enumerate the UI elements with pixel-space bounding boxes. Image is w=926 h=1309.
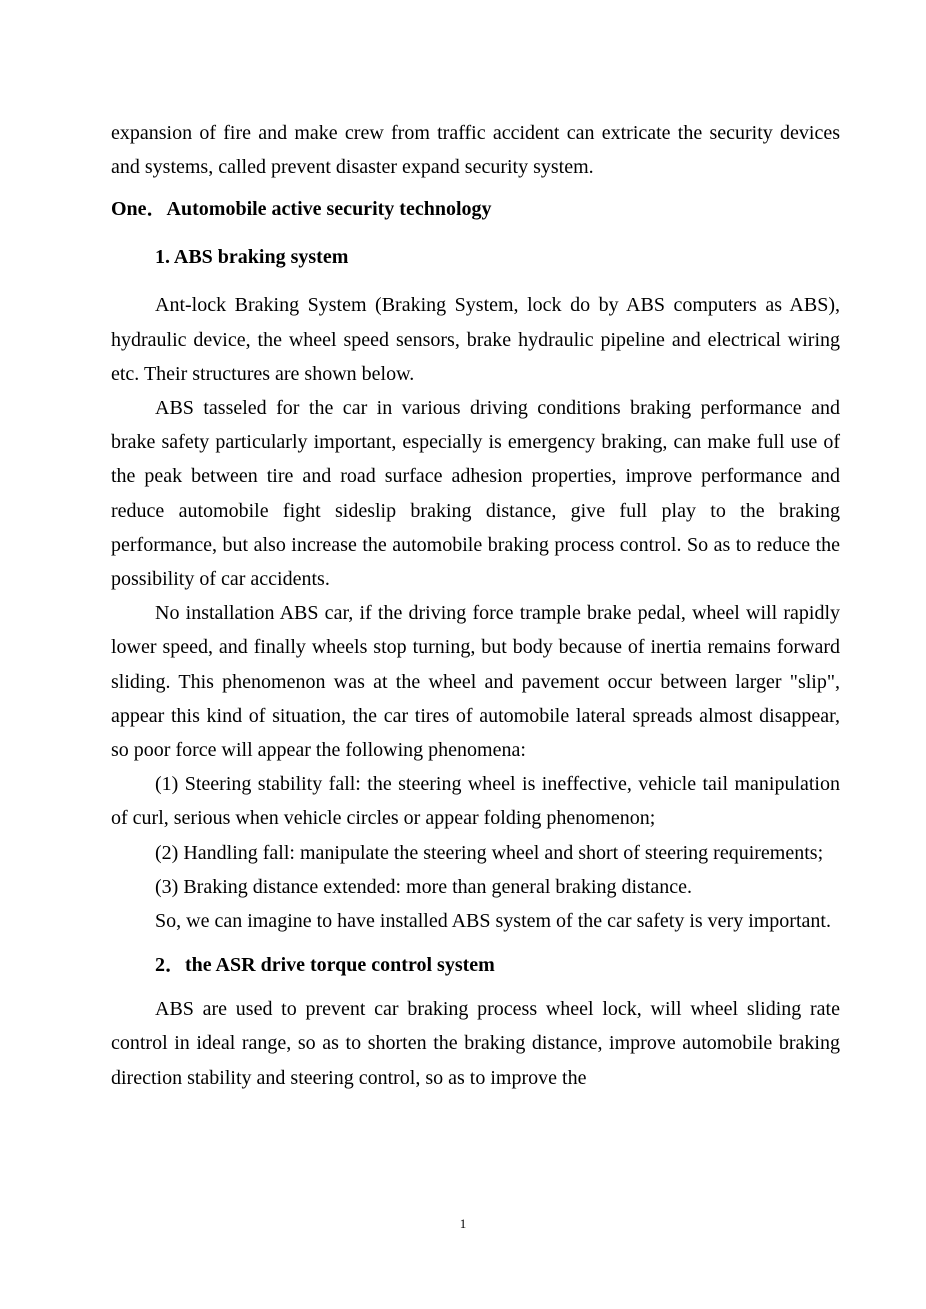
list-item: (1) Steering stability fall: the steering wheel is ineffective, vehicle tail manipulation of curl, serious when vehicle circles or appear folding phenomenon;	[111, 773, 840, 830]
abs-components-paragraph: Ant-lock Braking System (Braking System, lock do by ABS computers as ABS), hydraulic device, the wheel speed sensors, brake hydraulic pipeline and electrical wiring etc. Their structures are shown below.	[111, 294, 840, 385]
section-heading: One．Automobile active security technology	[111, 198, 492, 221]
page-number: 1	[459, 1216, 467, 1231]
intro-paragraph: expansion of fire and make crew from traffic accident can extricate the security devices and systems, called prevent disaster expand security system.	[111, 122, 840, 179]
document-body	[111, 116, 840, 1095]
abs-importance-paragraph: ABS tasseled for the car in various driving conditions braking performance and brake safety particularly important, especially is emergency braking, can make full use of the peak between tire and road surface adhesion properties, improve performance and reduce automobile fight sideslip braking distance, give full play to the braking performance, but also increase the automobile braking process control. So as to reduce the possibility of car accidents.	[111, 397, 840, 591]
no-abs-paragraph: No installation ABS car, if the driving force trample brake pedal, wheel will rapidly lower speed, and finally wheels stop turning, but body because of inertia remains forward sliding. This phenomenon was at the wheel and pavement occur between larger "slip", appear this kind of situation, the car tires of automobile lateral spreads almost disappear, so poor force will appear the following phenomena:	[111, 602, 840, 762]
subsection-heading-asr: 2．the ASR drive torque control system	[155, 954, 495, 977]
list-item: (3) Braking distance extended: more than general braking distance.	[155, 875, 693, 898]
conclusion-paragraph: So, we can imagine to have installed ABS system of the car safety is very important.	[155, 910, 831, 933]
list-item: (2) Handling fall: manipulate the steering wheel and short of steering requirements;	[155, 841, 824, 864]
asr-paragraph: ABS are used to prevent car braking process wheel lock, will wheel sliding rate control in ideal range, so as to shorten the braking distance, improve automobile braking direction stability and steering control, so as to improve the	[111, 998, 840, 1089]
subsection-heading-abs: 1. ABS braking system	[155, 246, 349, 269]
